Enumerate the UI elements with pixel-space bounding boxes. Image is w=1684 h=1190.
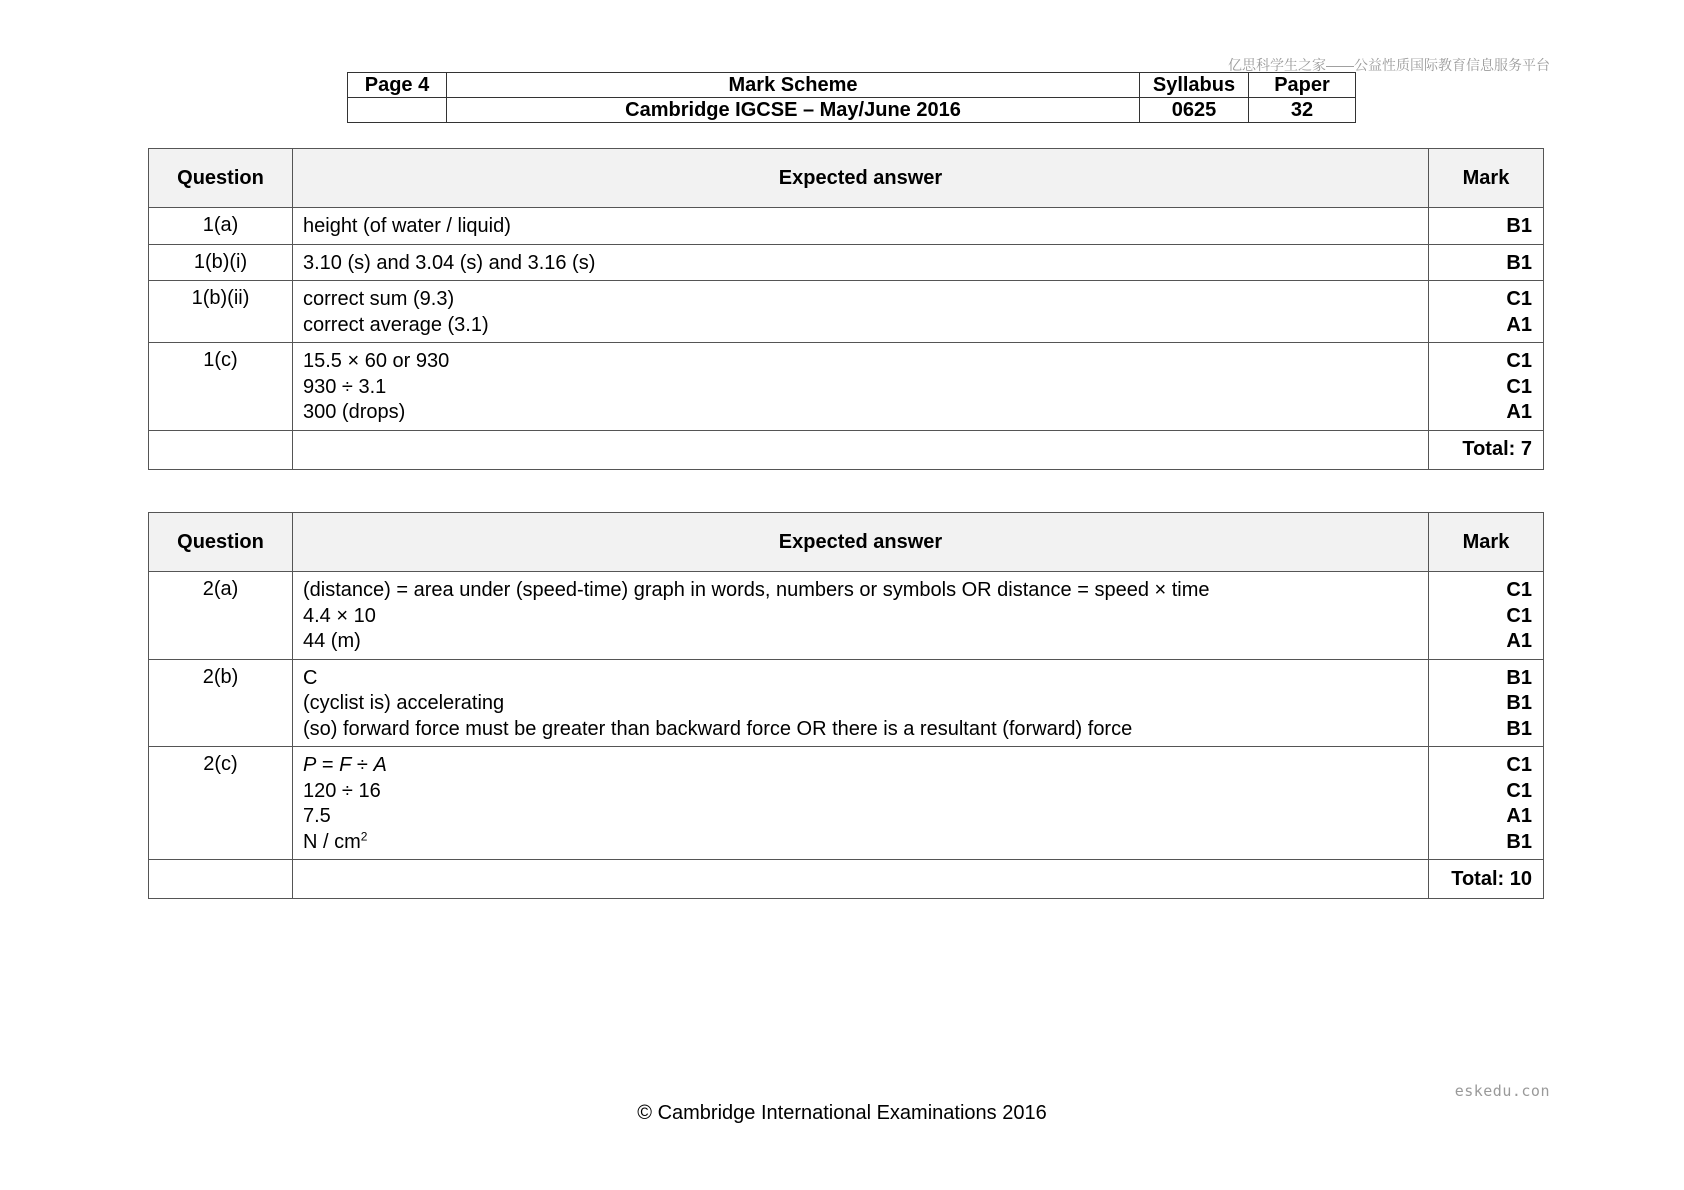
answer-cell — [293, 244, 1429, 281]
mark-code: A1 — [1506, 805, 1532, 827]
question-number: 2(b) — [149, 659, 293, 747]
exam-name: Cambridge IGCSE – May/June 2016 — [447, 98, 1140, 123]
total-blank-answer — [293, 430, 1429, 469]
mark-code: C1 — [1506, 350, 1532, 372]
answer-cell — [293, 343, 1429, 431]
unit-line — [303, 830, 1418, 856]
answer-cell — [293, 208, 1429, 245]
syllabus-label: Syllabus — [1140, 73, 1249, 98]
mark-code: B1 — [1506, 692, 1532, 714]
unit-base: N / cm — [303, 830, 361, 853]
mark-code: B1 — [1506, 251, 1532, 274]
mark-code: C1 — [1506, 604, 1532, 627]
column-header-question: Question — [149, 149, 293, 208]
total-marks: Total: 7 — [1429, 430, 1544, 469]
table-row — [149, 343, 1544, 431]
answer-line: (distance) = area under (speed-time) graph in words, numbers or symbols OR distance = speed × time — [303, 579, 1210, 601]
answer-line: C — [303, 666, 318, 689]
answer-line: correct average (3.1) — [303, 313, 489, 336]
table-row — [149, 572, 1544, 660]
mark-code: B1 — [1506, 717, 1532, 740]
question-number: 1(c) — [149, 343, 293, 431]
formula-p: P — [303, 754, 317, 776]
total-marks: Total: 10 — [1429, 860, 1544, 899]
mark-code: C1 — [1506, 579, 1532, 601]
table-row — [149, 747, 1544, 860]
answer-cell — [293, 281, 1429, 343]
mark-code: B1 — [1506, 215, 1532, 237]
question-number: 2(a) — [149, 572, 293, 660]
column-header-question: Question — [149, 513, 293, 572]
answer-line: 44 (m) — [303, 630, 361, 652]
unit-exponent: 2 — [360, 828, 368, 843]
mark-code: A1 — [1506, 630, 1532, 652]
total-blank-question — [149, 860, 293, 899]
document-title: Mark Scheme — [447, 73, 1140, 98]
mark-cell — [1429, 659, 1544, 747]
mark-code: B1 — [1506, 830, 1532, 853]
mark-cell — [1429, 747, 1544, 860]
answer-line: 930 ÷ 3.1 — [303, 375, 387, 398]
question-2-table — [148, 512, 1544, 899]
table-row — [149, 659, 1544, 747]
answer-line: 300 (drops) — [303, 401, 406, 423]
question-1-table — [148, 148, 1544, 470]
total-row — [149, 860, 1544, 899]
pressure-formula — [303, 753, 1418, 779]
syllabus-code: 0625 — [1140, 98, 1249, 123]
answer-line: 3.10 (s) and 3.04 (s) and 3.16 (s) — [303, 251, 596, 274]
answer-line: 7.5 — [303, 805, 331, 827]
table-row — [149, 244, 1544, 281]
total-row — [149, 430, 1544, 469]
formula-f: F — [339, 754, 352, 776]
mark-code: A1 — [1506, 313, 1532, 336]
mark-code: C1 — [1506, 754, 1532, 776]
question-number: 1(a) — [149, 208, 293, 245]
mark-code: B1 — [1506, 666, 1532, 689]
mark-code: C1 — [1506, 375, 1532, 398]
table-row — [149, 208, 1544, 245]
column-header-answer: Expected answer — [293, 149, 1429, 208]
total-blank-question — [149, 430, 293, 469]
formula-divide: ÷ — [351, 754, 374, 776]
table-row — [149, 281, 1544, 343]
paper-label: Paper — [1249, 73, 1356, 98]
mark-code: C1 — [1506, 288, 1532, 310]
page-number: Page 4 — [348, 73, 447, 98]
paper-number: 32 — [1249, 98, 1356, 123]
formula-a: A — [373, 754, 387, 776]
question-number: 2(c) — [149, 747, 293, 860]
mark-cell — [1429, 281, 1544, 343]
mark-cell — [1429, 343, 1544, 431]
column-header-answer: Expected answer — [293, 513, 1429, 572]
header-table — [347, 72, 1356, 123]
answer-line: 4.4 × 10 — [303, 604, 376, 627]
answer-cell — [293, 572, 1429, 660]
mark-cell — [1429, 244, 1544, 281]
answer-line: correct sum (9.3) — [303, 288, 455, 310]
answer-cell — [293, 659, 1429, 747]
column-header-mark: Mark — [1429, 149, 1544, 208]
column-header-mark: Mark — [1429, 513, 1544, 572]
answer-cell — [293, 747, 1429, 860]
answer-line: 120 ÷ 16 — [303, 779, 381, 802]
question-number: 1(b)(i) — [149, 244, 293, 281]
copyright-footer: © Cambridge International Examinations 2016 — [637, 1102, 1047, 1124]
watermark-top: 亿思科学生之家——公益性质国际教育信息服务平台 — [1228, 57, 1550, 73]
total-blank-answer — [293, 860, 1429, 899]
watermark-bottom: eskedu.con — [1454, 1082, 1550, 1100]
answer-line: 15.5 × 60 or 930 — [303, 350, 450, 372]
question-number: 1(b)(ii) — [149, 281, 293, 343]
mark-cell — [1429, 208, 1544, 245]
answer-line: (so) forward force must be greater than backward force OR there is a resultant (forward) force — [303, 717, 1133, 740]
mark-code: C1 — [1506, 779, 1532, 802]
formula-equals: = — [316, 754, 340, 776]
answer-line: (cyclist is) accelerating — [303, 692, 505, 714]
mark-cell — [1429, 572, 1544, 660]
page-blank — [348, 98, 447, 123]
mark-code: A1 — [1506, 401, 1532, 423]
answer-line: height (of water / liquid) — [303, 215, 511, 237]
